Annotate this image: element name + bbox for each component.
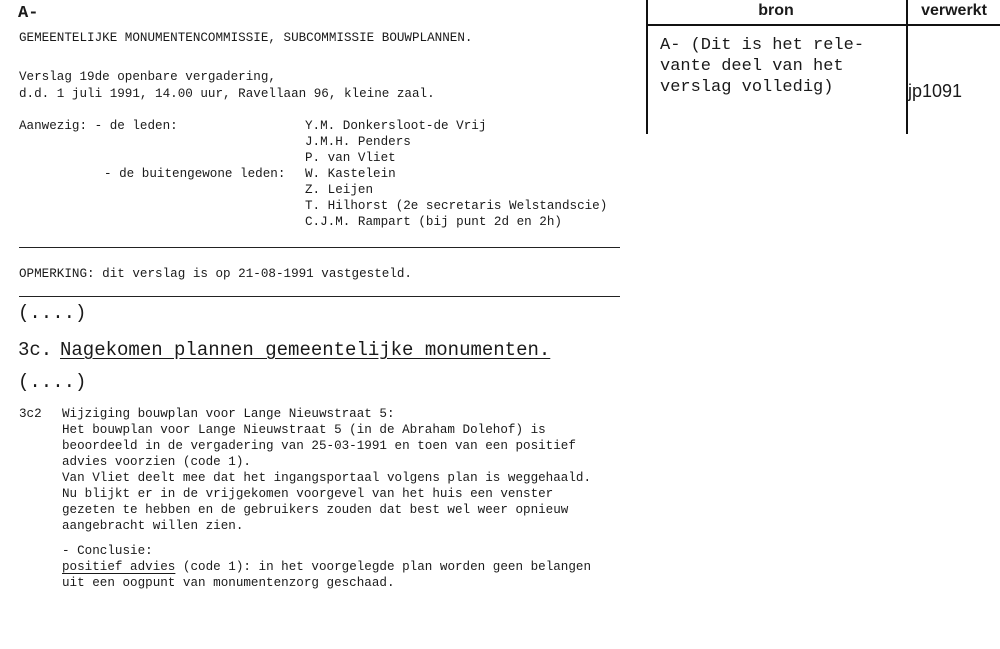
member-5: Z. Leijen xyxy=(305,183,374,197)
item-line-7: gezeten te hebben en de gebruikers zouden dat best wel weer opnieuw xyxy=(62,503,569,517)
item-line-6: Nu blijkt er in de vrijgekomen voorgevel van het huis een venster xyxy=(62,487,554,501)
section-title: Nagekomen plannen gemeentelijke monumenten. xyxy=(60,339,551,361)
org-title: GEMEENTELIJKE MONUMENTENCOMMISSIE, SUBCOMMISSIE BOUWPLANNEN. xyxy=(19,31,473,45)
header-bron: bron xyxy=(758,2,794,19)
item-line-4: advies voorzien (code 1). xyxy=(62,455,251,469)
ellipsis-1: (....) xyxy=(18,302,87,324)
member-1: Y.M. Donkersloot-de Vrij xyxy=(305,119,487,133)
item-line-1: Wijziging bouwplan voor Lange Nieuwstraat 5: xyxy=(62,407,395,421)
conclusie-rest: (code 1): in het voorgelegde plan worden geen belangen xyxy=(175,560,592,574)
table-header-border xyxy=(646,24,1000,26)
item-line-5: Van Vliet deelt mee dat het ingangsportaal volgens plan is weggehaald. xyxy=(62,471,592,485)
ellipsis-2: (....) xyxy=(18,371,87,393)
members-list xyxy=(305,118,607,230)
aanwezig-label: Aanwezig: - de leden: xyxy=(19,119,178,133)
item-line-2: Het bouwplan voor Lange Nieuwstraat 5 (in de Abraham Dolehof) is xyxy=(62,423,546,437)
item-line-8: aangebracht willen zien. xyxy=(62,519,244,533)
opmerking-note: OPMERKING: dit verslag is op 21-08-1991 vastgesteld. xyxy=(19,267,412,281)
verslag-line-2: d.d. 1 juli 1991, 14.00 uur, Ravellaan 96, kleine zaal. xyxy=(19,87,435,101)
conclusie-verdict: positief advies xyxy=(62,560,176,574)
header-verwerkt: verwerkt xyxy=(921,2,987,19)
bron-line-2: vante deel van het xyxy=(660,57,844,76)
section-number: 3c. xyxy=(18,339,53,361)
item-number: 3c2 xyxy=(19,407,42,421)
bron-line-3: verslag volledig) xyxy=(660,78,834,97)
verslag-line-1: Verslag 19de openbare vergadering, xyxy=(19,70,276,84)
member-4: W. Kastelein xyxy=(305,167,396,181)
conclusie-line-1 xyxy=(62,559,591,575)
bron-table xyxy=(646,0,1000,134)
table-left-border xyxy=(646,0,648,134)
item-body xyxy=(62,406,591,534)
doc-marker: A- xyxy=(18,4,39,23)
member-3: P. van Vliet xyxy=(305,151,396,165)
member-2: J.M.H. Penders xyxy=(305,135,411,149)
conclusie-line-2: uit een oogpunt van monumentenzorg geschaad. xyxy=(62,576,395,590)
buitengewone-label: - de buitengewone leden: xyxy=(104,167,286,181)
conclusie-label: - Conclusie: xyxy=(62,544,153,558)
bron-line-1: A- (Dit is het rele- xyxy=(660,36,865,55)
member-7: C.J.M. Rampart (bij punt 2d en 2h) xyxy=(305,215,562,229)
verwerkt-value: jp1091 xyxy=(908,81,963,101)
divider-1 xyxy=(19,247,620,248)
bron-cell xyxy=(660,35,864,98)
member-6: T. Hilhorst (2e secretaris Welstandscie) xyxy=(305,199,608,213)
divider-2 xyxy=(19,296,620,297)
item-line-3: beoordeeld in de vergadering van 25-03-1991 en toen van een positief xyxy=(62,439,576,453)
table-mid-border xyxy=(906,0,908,134)
